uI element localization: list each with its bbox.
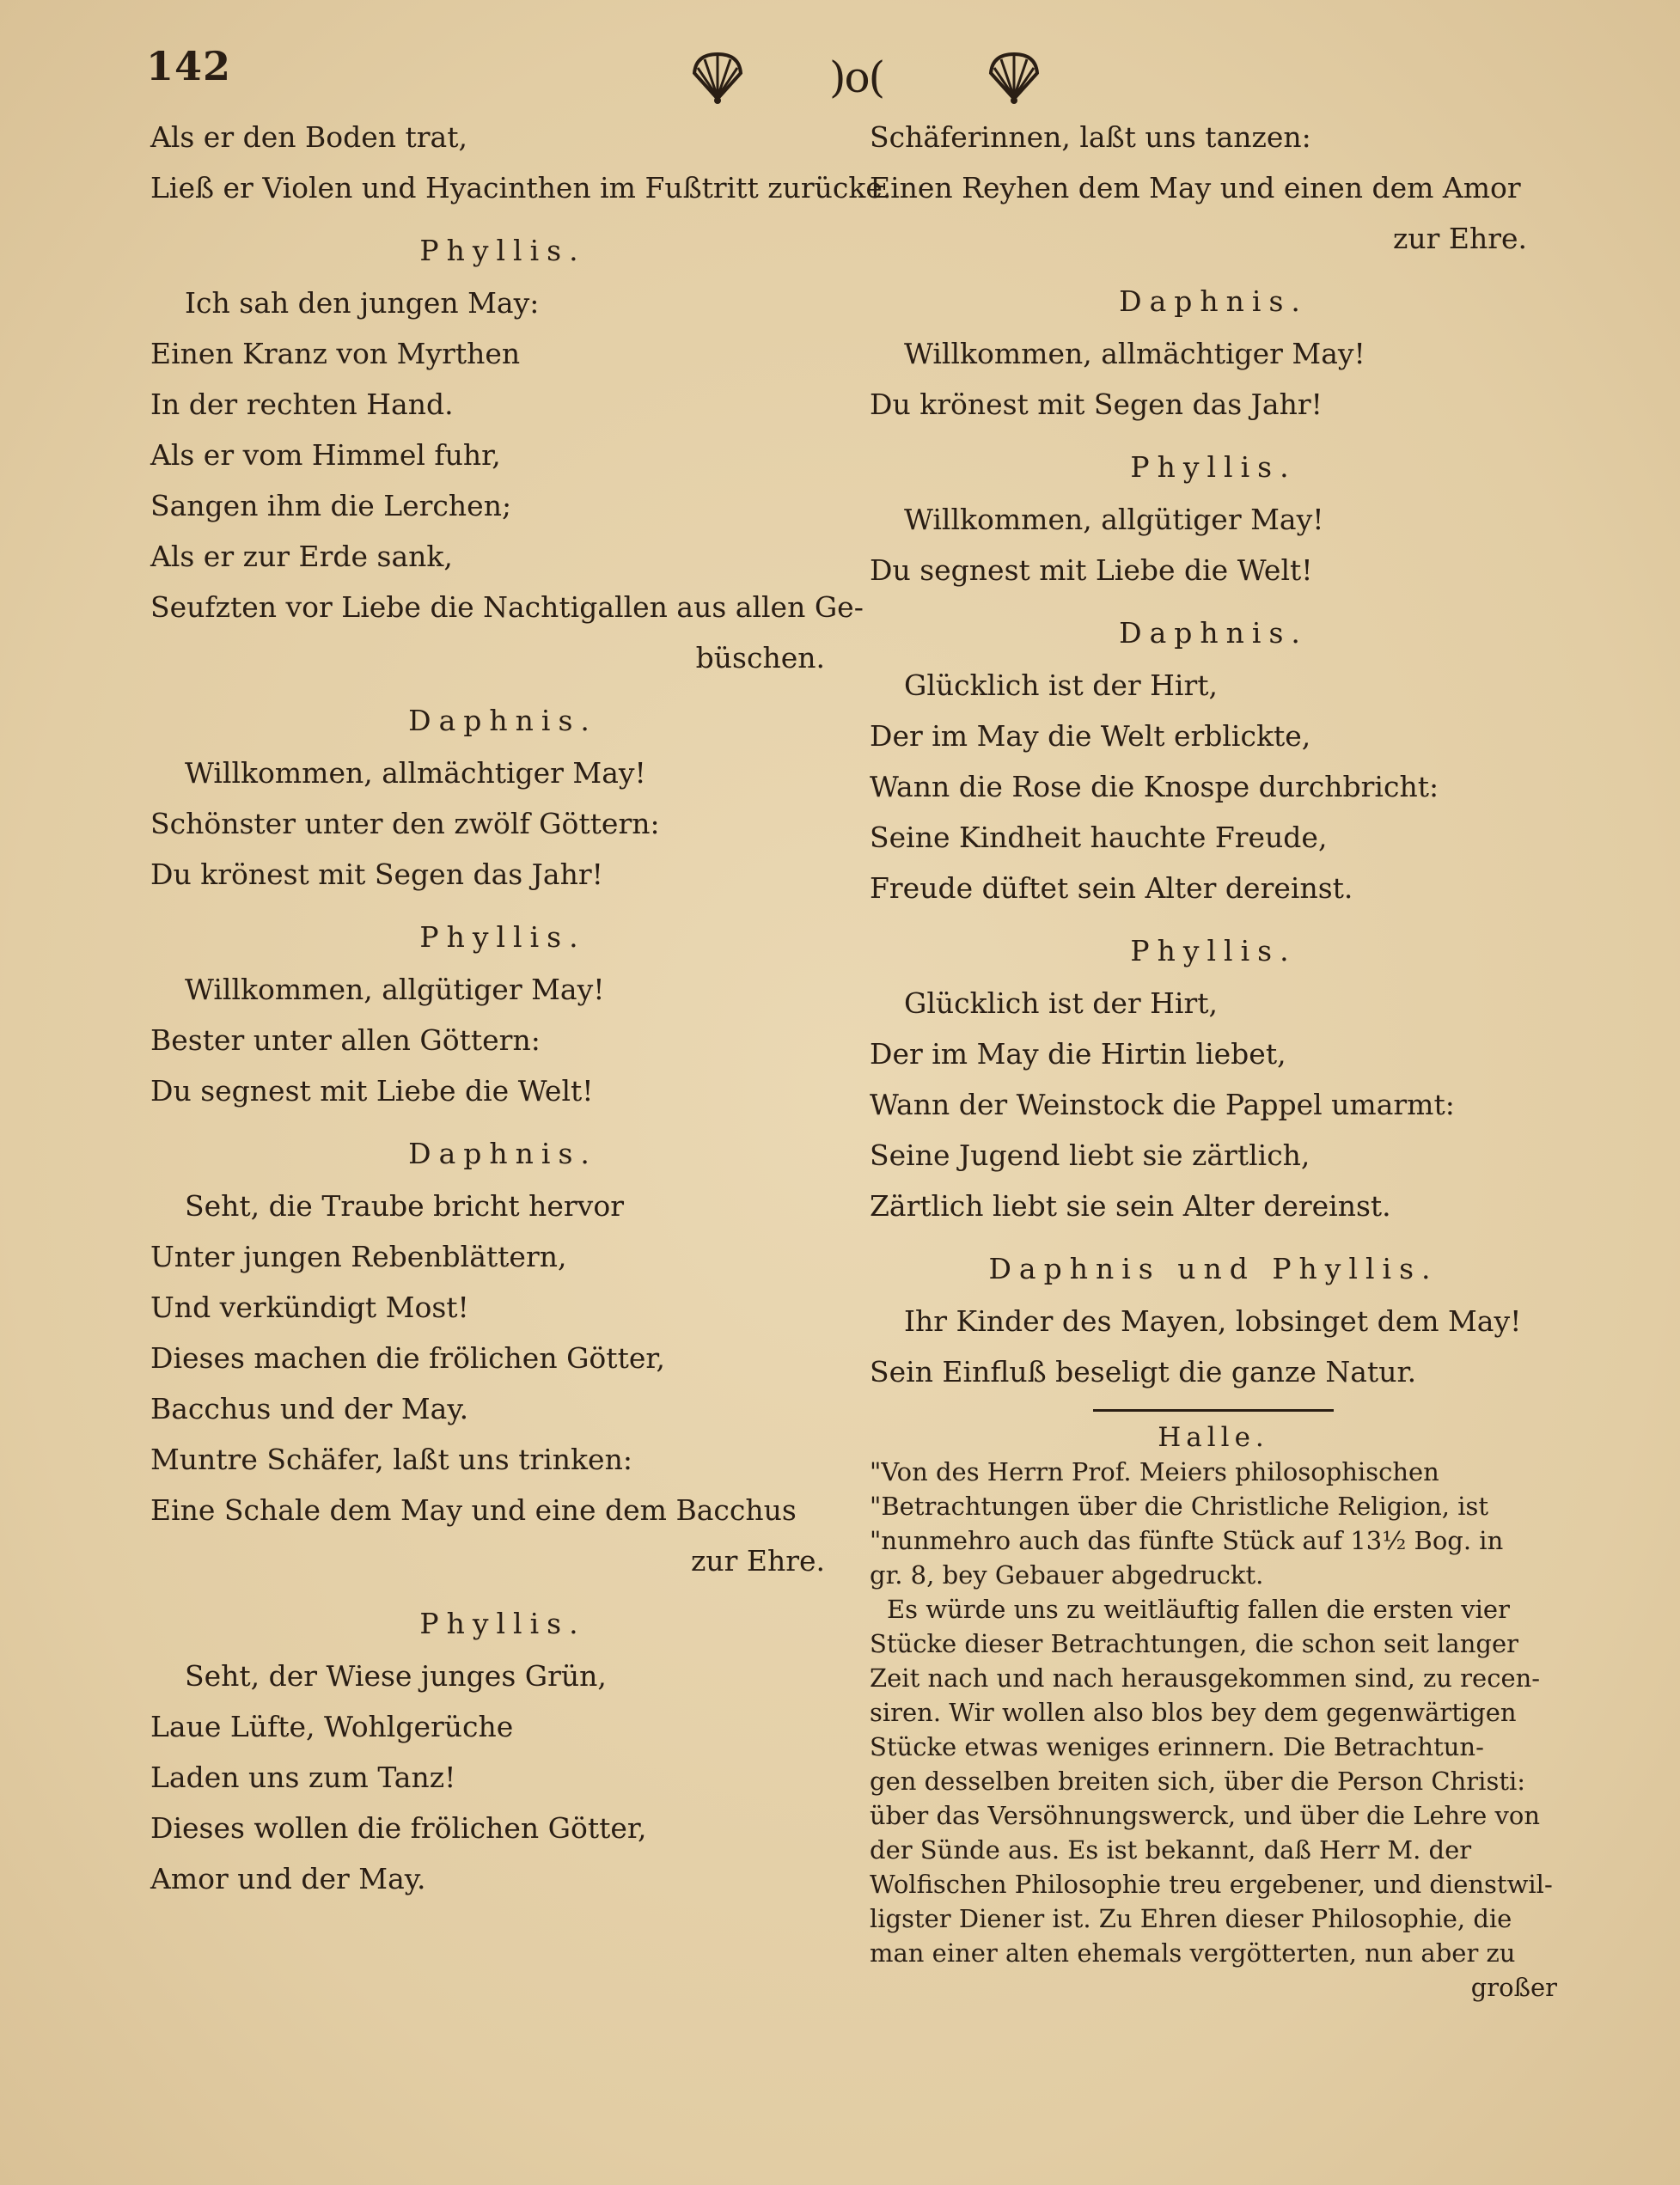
center-ornament: )o( [829, 52, 884, 102]
verse-line: Willkommen, allgütiger May! [904, 503, 1324, 536]
verse-line: Du segnest mit Liebe die Welt! [870, 553, 1313, 587]
page-number: 142 [146, 43, 232, 89]
verse-line: Ich sah den jungen May: [185, 286, 540, 320]
right-column [870, 112, 1557, 2005]
catchword: großer [1470, 1973, 1557, 2002]
notice-line: Stücke dieser Betrachtungen, die schon seit langer [870, 1629, 1518, 1658]
notice-line: "nunmehro auch das fünfte Stück auf 13½ Bog. in [870, 1526, 1504, 1555]
verse-line: Der im May die Welt erblickte, [870, 719, 1311, 753]
verse-line: Amor und der May. [150, 1862, 426, 1895]
verse-line: Wann der Weinstock die Pappel umarmt: [870, 1088, 1455, 1121]
verse-line: Einen Kranz von Myrthen [150, 337, 521, 370]
verse-line: Als er den Boden trat, [150, 120, 467, 154]
verse-line: Bester unter allen Göttern: [150, 1023, 541, 1057]
notice-line: "Von des Herrn Prof. Meiers philosophischen [870, 1457, 1439, 1486]
verse-line: Ließ er Violen und Hyacinthen im Fußtritt zurücke. [150, 171, 892, 204]
speaker-heading: Daphnis. [408, 1137, 597, 1170]
verse-line: Laue Lüfte, Wohlgerüche [150, 1710, 514, 1743]
speaker-heading: Phyllis. [1130, 450, 1297, 484]
notice-line: Stücke etwas weniges erinnern. Die Betrachtun- [870, 1732, 1484, 1761]
verse-line: Du krönest mit Segen das Jahr! [150, 858, 603, 891]
section-divider [1093, 1409, 1334, 1412]
verse-line: Der im May die Hirtin liebet, [870, 1037, 1286, 1071]
verse-line: Willkommen, allgütiger May! [185, 973, 605, 1006]
verse-line: Seufzten vor Liebe die Nachtigallen aus allen Ge- [150, 590, 864, 624]
verse-line: Muntre Schäfer, laßt uns trinken: [150, 1443, 632, 1476]
verse-line: Schäferinnen, laßt uns tanzen: [870, 120, 1311, 154]
speaker-heading: Daphnis. [408, 704, 597, 737]
left-column [150, 112, 892, 1904]
notice-line: siren. Wir wollen also blos bey dem gegenwärtigen [870, 1698, 1517, 1727]
right-poem [870, 112, 1557, 1397]
speaker-heading: Phyllis. [419, 920, 586, 954]
verse-line: Zärtlich liebt sie sein Alter dereinst. [870, 1189, 1391, 1223]
verse-line: Seine Kindheit hauchte Freude, [870, 821, 1328, 854]
notice-line: Es würde uns zu weitläuftig fallen die ersten vier [887, 1595, 1510, 1624]
notice-line: man einer alten ehemals vergötterten, nun aber zu [870, 1938, 1516, 1968]
notice-line: Zeit nach und nach herausgekommen sind, zu recen- [870, 1663, 1541, 1693]
notice-line: gr. 8, bey Gebauer abgedruckt. [870, 1560, 1264, 1590]
verse-continuation: zur Ehre. [1392, 222, 1527, 255]
notice-line: "Betrachtungen über die Christliche Religion, ist [870, 1492, 1489, 1521]
speaker-heading: Phyllis. [419, 1607, 586, 1640]
verse-line: Schönster unter den zwölf Göttern: [150, 807, 660, 840]
verse-line: Du segnest mit Liebe die Welt! [150, 1074, 594, 1108]
verse-line: Einen Reyhen dem May und einen dem Amor [870, 171, 1521, 204]
verse-line: Glücklich ist der Hirt, [904, 986, 1218, 1020]
verse-continuation: büschen. [695, 641, 825, 674]
verse-line: Seht, die Traube bricht hervor [185, 1189, 624, 1223]
speaker-heading: Phyllis. [419, 234, 586, 267]
verse-line: Eine Schale dem May und eine dem Bacchus [150, 1493, 797, 1527]
speaker-heading: Daphnis. [1119, 284, 1308, 318]
verse-line: In der rechten Hand. [150, 388, 454, 421]
verse-line: Willkommen, allmächtiger May! [185, 756, 646, 790]
notice-title: Halle. [1158, 1422, 1269, 1453]
notice-text [870, 1455, 1557, 1970]
speaker-heading: Daphnis und Phyllis. [988, 1252, 1439, 1285]
verse-line: Dieses machen die frölichen Götter, [150, 1341, 665, 1375]
verse-line: Freude düftet sein Alter dereinst. [870, 871, 1353, 905]
notice-line: ligster Diener ist. Zu Ehren dieser Philosophie, die [870, 1904, 1512, 1933]
verse-line: Unter jungen Rebenblättern, [150, 1240, 567, 1273]
verse-line: Sein Einfluß beseligt die ganze Natur. [870, 1355, 1417, 1389]
verse-line: Als er zur Erde sank, [150, 540, 453, 573]
verse-line: Dieses wollen die frölichen Götter, [150, 1811, 647, 1845]
verse-line: Bacchus und der May. [150, 1392, 469, 1425]
notice-block [870, 1420, 1557, 2005]
notice-line: über das Versöhnungswerck, und über die Lehre von [870, 1801, 1541, 1830]
notice-line: der Sünde aus. Es ist bekannt, daß Herr M. der [870, 1835, 1472, 1865]
verse-line: Und verkündigt Most! [150, 1291, 469, 1324]
verse-line: Als er vom Himmel fuhr, [150, 438, 501, 472]
notice-line: Wolfischen Philosophie treu ergebener, und dienstwil- [870, 1870, 1553, 1899]
verse-line: Wann die Rose die Knospe durchbricht: [870, 770, 1439, 803]
verse-line: Laden uns zum Tanz! [150, 1761, 456, 1794]
verse-line: Glücklich ist der Hirt, [904, 668, 1218, 702]
notice-line: gen desselben breiten sich, über die Person Christi: [870, 1767, 1526, 1796]
verse-line: Willkommen, allmächtiger May! [904, 337, 1365, 370]
verse-line: Seine Jugend liebt sie zärtlich, [870, 1138, 1310, 1172]
shell-ornament-left-icon [687, 47, 748, 107]
verse-line: Du krönest mit Segen das Jahr! [870, 388, 1323, 421]
speaker-heading: Phyllis. [1130, 934, 1297, 967]
verse-line: Ihr Kinder des Mayen, lobsinget dem May! [904, 1304, 1522, 1338]
speaker-heading: Daphnis. [1119, 616, 1308, 650]
verse-continuation: zur Ehre. [690, 1544, 825, 1578]
verse-line: Seht, der Wiese junges Grün, [185, 1659, 607, 1693]
verse-line: Sangen ihm die Lerchen; [150, 489, 512, 522]
shell-ornament-right-icon [984, 47, 1044, 107]
